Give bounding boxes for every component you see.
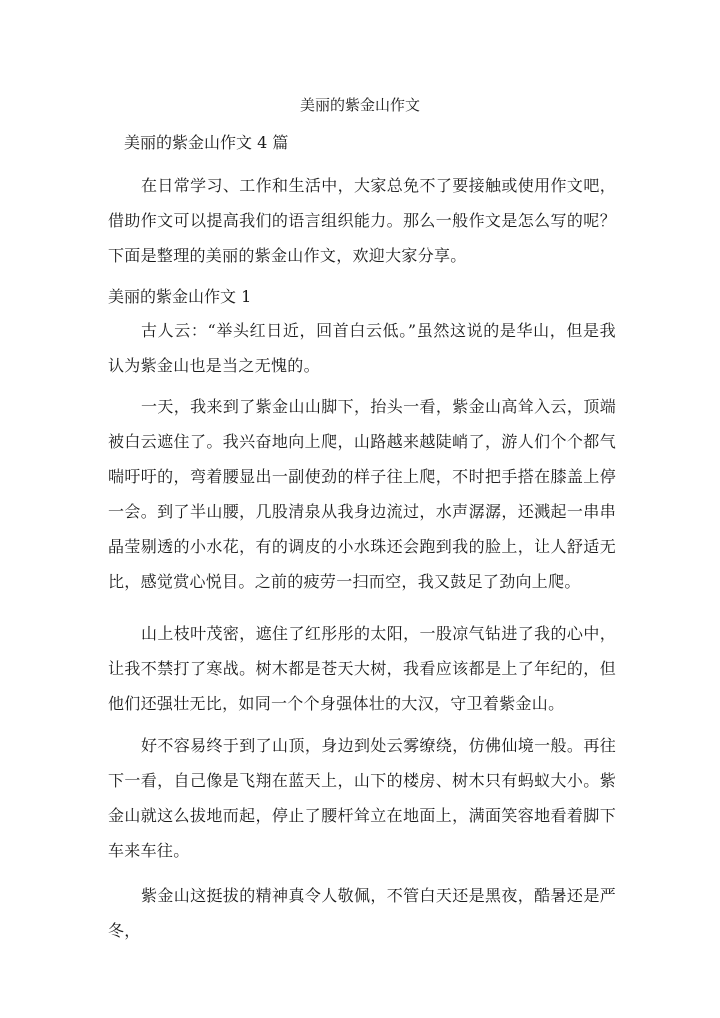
- section-heading-1: 美丽的紫金山作文 1: [108, 287, 252, 306]
- body-paragraph-5: 紫金山这挺拔的精神真令人敬佩，不管白天还是黑夜，酷暑还是严冬，: [108, 886, 616, 940]
- body-paragraph-3: 山上枝叶茂密，遮住了红彤彤的太阳，一股凉气钻进了我的心中，让我不禁打了寒战。树木都是苍天大树，我看应该都是上了年纪的，但他们还强壮无比，如同一个个身强体壮的大汉，守卫着紫金山。: [108, 624, 616, 713]
- body-paragraph-4: 好不容易终于到了山顶，身边到处云雾缭绕，仿佛仙境一般。再往下一看，自己像是飞翔在蓝天上，山下的楼房、树木只有蚂蚁大小。紫金山就这么拔地而起，停止了腰杆耸立在地面上，满面笑容地看着脚下车来车往。: [108, 736, 616, 860]
- document-title: 美丽的紫金山作文: [299, 96, 420, 114]
- body-paragraph-2: 一天，我来到了紫金山山脚下，抬头一看，紫金山高耸入云，顶端被白云遮住了。我兴奋地向上爬，山路越来越陡峭了，游人们个个都气喘吁吁的，弯着腰显出一副使劲的样子往上爬，不时把手搭在膝盖上停一会。到了半山腰，几股清泉从我身边流过，水声潺潺，还溅起一串串晶莹剔透的小水花，有的调皮的小水珠还会跑到我的脸上，让人舒适无比，感觉赏心悦目。之前的疲劳一扫而空，我又鼓足了劲向上爬。: [108, 397, 616, 591]
- intro-paragraph: 在日常学习、工作和生活中，大家总免不了要接触或使用作文吧，借助作文可以提高我们的语言组织能力。那么一般作文是怎么写的呢？下面是整理的美丽的紫金山作文，欢迎大家分享。: [108, 176, 616, 265]
- body-paragraph-1: 古人云：“举头红日近，回首白云低。”虽然这说的是华山，但是我认为紫金山也是当之无愧的。: [108, 321, 616, 375]
- document-subtitle: 美丽的紫金山作文 4 篇: [124, 133, 289, 152]
